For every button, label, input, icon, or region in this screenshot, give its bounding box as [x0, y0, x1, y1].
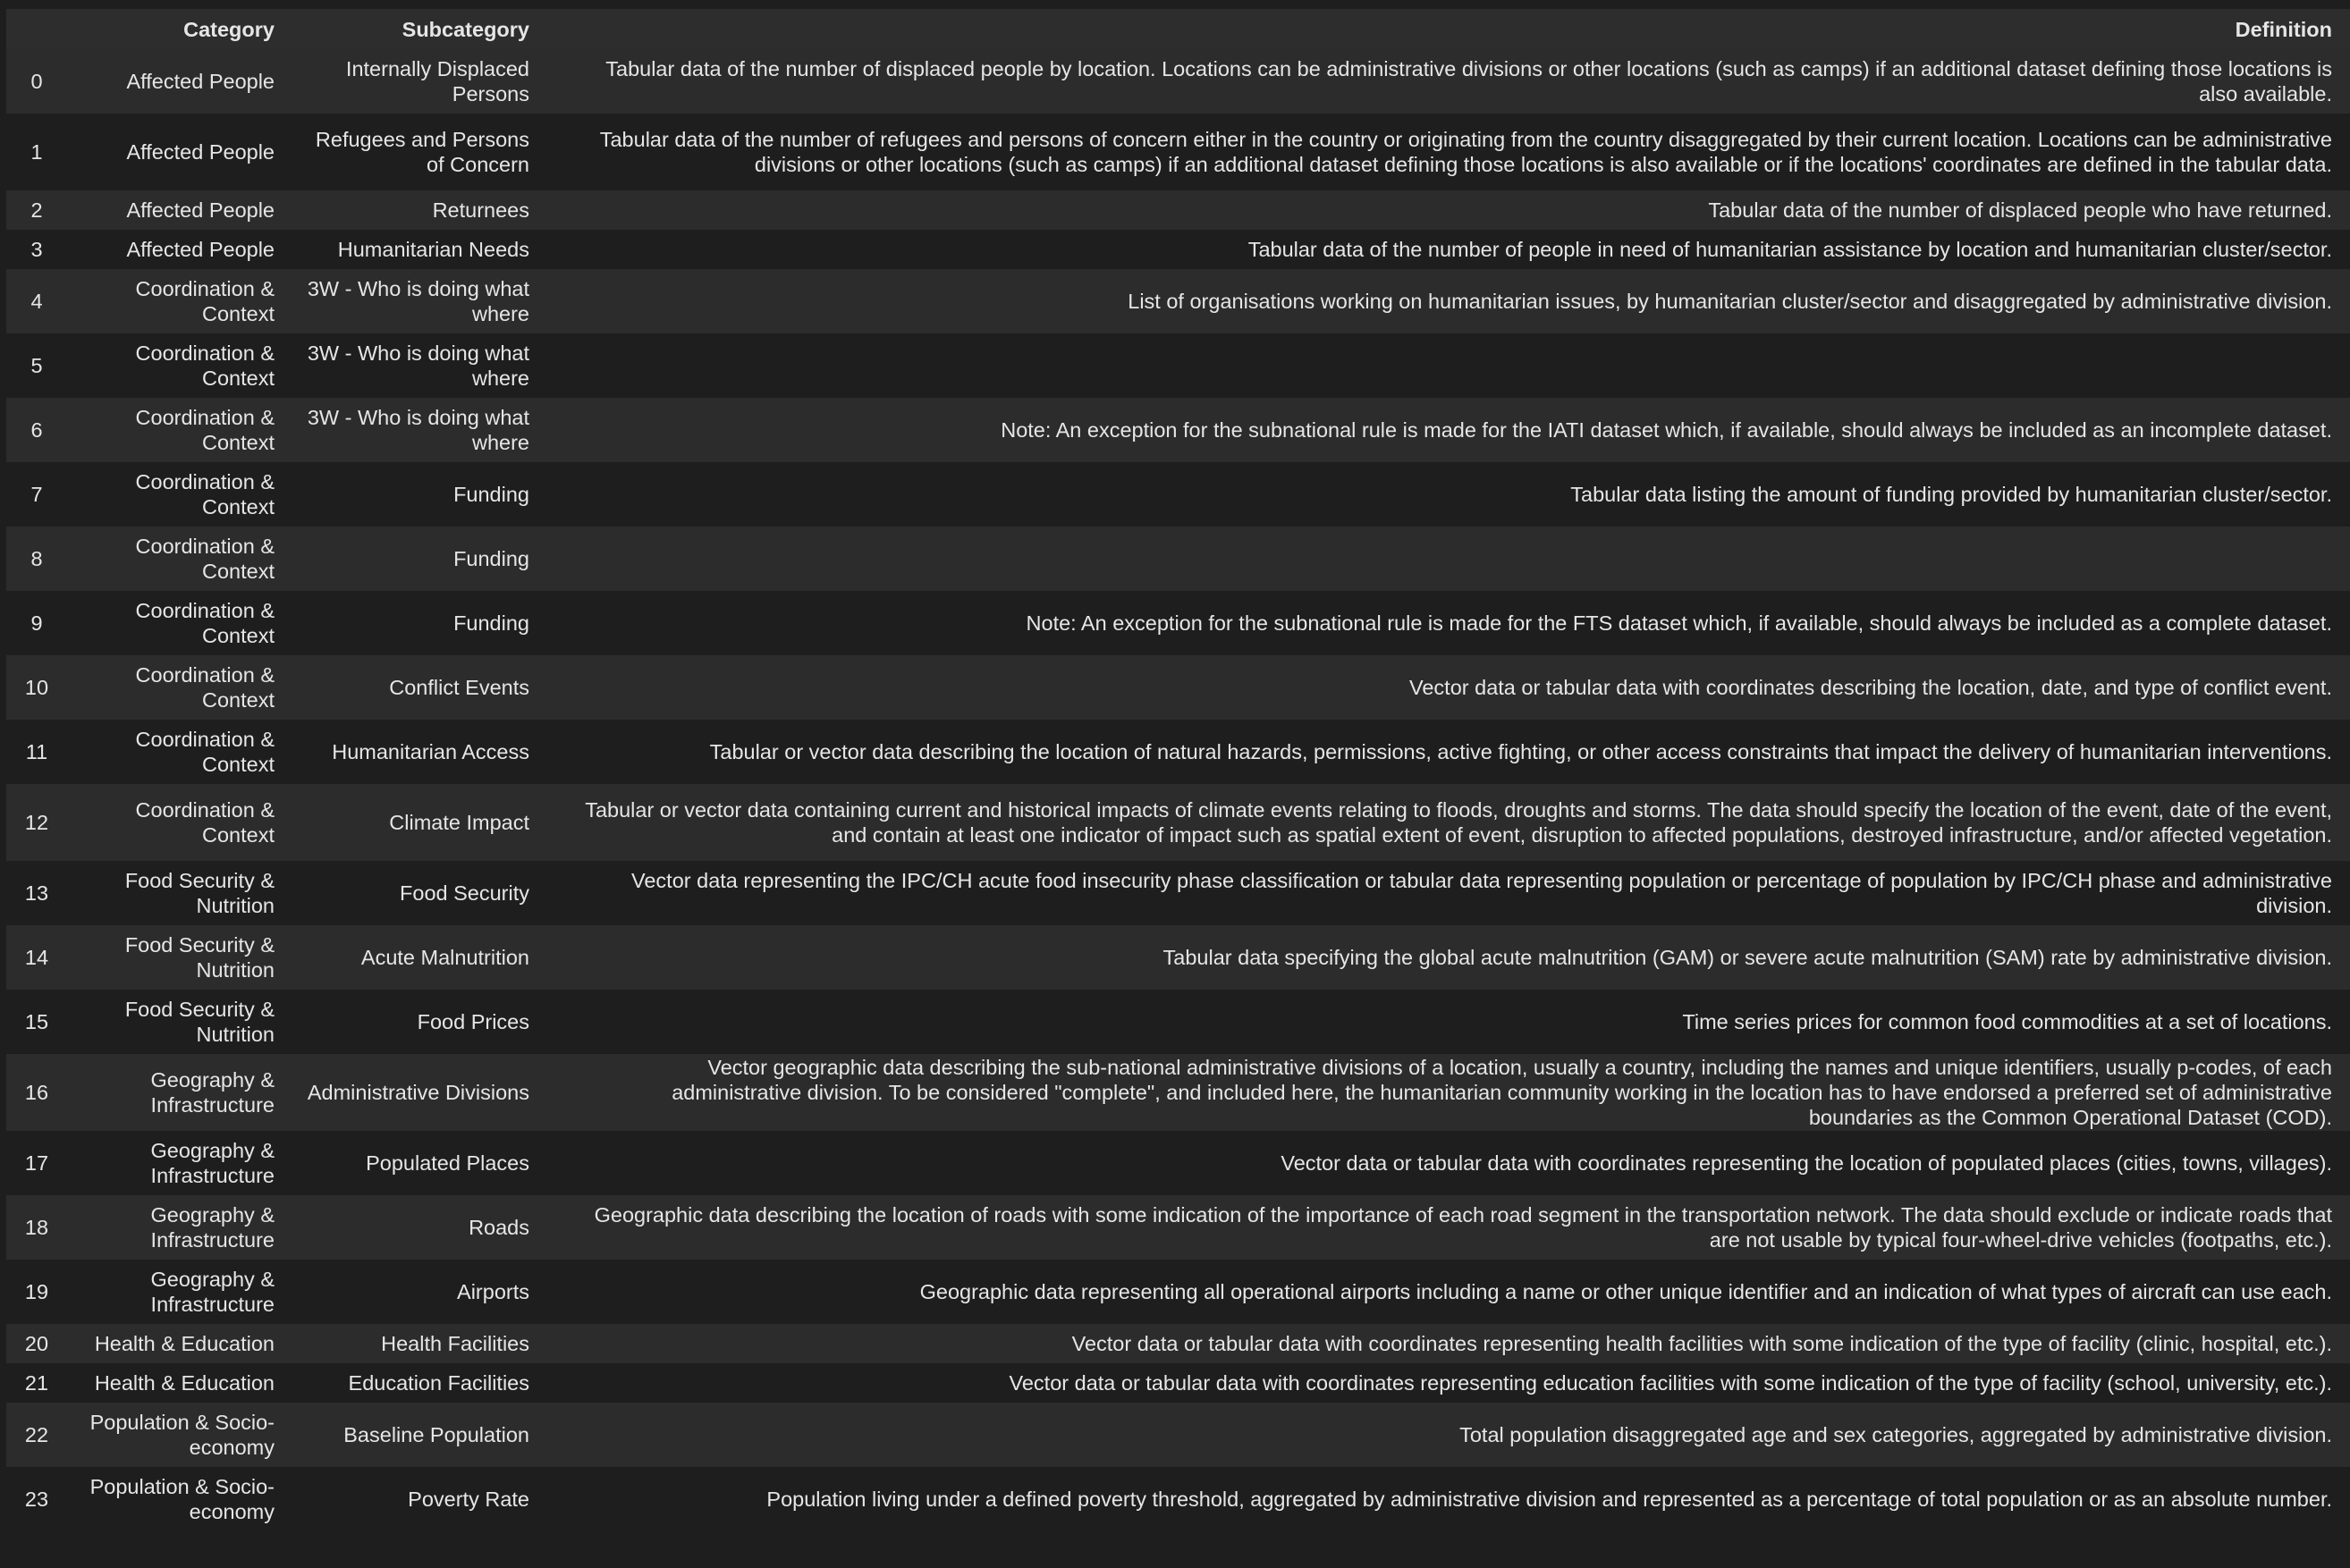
subcategory-cell: Poverty Rate — [292, 1467, 547, 1531]
category-cell: Affected People — [67, 190, 292, 230]
subcategory-cell: Humanitarian Access — [292, 720, 547, 784]
row-index: 8 — [6, 527, 67, 591]
row-index: 3 — [6, 230, 67, 269]
table-row — [6, 230, 2350, 269]
subcategory-cell: Internally Displaced Persons — [292, 49, 547, 114]
row-index: 2 — [6, 190, 67, 230]
table-row — [6, 784, 2350, 861]
row-index: 9 — [6, 591, 67, 655]
table-row — [6, 925, 2350, 990]
definition-cell: Tabular or vector data containing current and historical impacts of climate events relating to floods, droughts and storms. The data should specify the location of the event, date of the event, and contain at least one indicator of impact such as spatial extent of event, disruption to affected populations, destroyed infrastructure, and/or affected vegetation. — [547, 784, 2350, 861]
subcategory-cell: Funding — [292, 591, 547, 655]
table-row — [6, 1324, 2350, 1363]
definition-header: Definition — [547, 9, 2350, 49]
table-row — [6, 190, 2350, 230]
subcategory-cell: Humanitarian Needs — [292, 230, 547, 269]
definition-cell: Note: An exception for the subnational rule is made for the IATI dataset which, if available, should always be included as an incomplete dataset. — [547, 398, 2350, 462]
index-header — [6, 9, 67, 49]
row-index: 11 — [6, 720, 67, 784]
subcategory-cell: Conflict Events — [292, 655, 547, 720]
definition-cell: Tabular data of the number of displaced people who have returned. — [547, 190, 2350, 230]
category-cell: Geography & Infrastructure — [67, 1260, 292, 1324]
definition-cell: Tabular data of the number of displaced people by location. Locations can be administrative divisions or other locations (such as camps) if an additional dataset defining those locations is also available. — [547, 49, 2350, 114]
category-header: Category — [67, 9, 292, 49]
category-cell: Coordination & Context — [67, 527, 292, 591]
table-row — [6, 1363, 2350, 1403]
row-index: 4 — [6, 269, 67, 333]
row-index: 5 — [6, 333, 67, 398]
definition-cell: Vector data or tabular data with coordinates describing the location, date, and type of conflict event. — [547, 655, 2350, 720]
category-cell: Coordination & Context — [67, 398, 292, 462]
category-cell: Coordination & Context — [67, 333, 292, 398]
row-index: 12 — [6, 784, 67, 861]
category-cell: Affected People — [67, 114, 292, 190]
definition-cell: Vector data representing the IPC/CH acute food insecurity phase classification or tabular data representing population or percentage of population by IPC/CH phase and administrative division. — [547, 861, 2350, 925]
category-cell: Food Security & Nutrition — [67, 925, 292, 990]
table-row — [6, 1467, 2350, 1531]
subcategory-cell: Funding — [292, 462, 547, 527]
definition-cell: Vector data or tabular data with coordinates representing the location of populated places (cities, towns, villages). — [547, 1131, 2350, 1195]
row-index: 15 — [6, 990, 67, 1054]
table-row — [6, 114, 2350, 190]
subcategory-cell: 3W - Who is doing what where — [292, 269, 547, 333]
category-cell: Population & Socio-economy — [67, 1467, 292, 1531]
subcategory-cell: Acute Malnutrition — [292, 925, 547, 990]
table-row — [6, 269, 2350, 333]
definition-cell: Tabular data listing the amount of funding provided by humanitarian cluster/sector. — [547, 462, 2350, 527]
subcategory-cell: Populated Places — [292, 1131, 547, 1195]
row-index: 1 — [6, 114, 67, 190]
dataframe-table — [6, 9, 2350, 1531]
subcategory-cell: Food Prices — [292, 990, 547, 1054]
table-row — [6, 861, 2350, 925]
category-cell: Population & Socio-economy — [67, 1403, 292, 1467]
definition-cell: Tabular data specifying the global acute malnutrition (GAM) or severe acute malnutrition (SAM) rate by administrative division. — [547, 925, 2350, 990]
category-cell: Coordination & Context — [67, 784, 292, 861]
definition-cell: Tabular or vector data describing the location of natural hazards, permissions, active fighting, or other access constraints that impact the delivery of humanitarian interventions. — [547, 720, 2350, 784]
category-cell: Coordination & Context — [67, 655, 292, 720]
subcategory-cell: Roads — [292, 1195, 547, 1260]
row-index: 17 — [6, 1131, 67, 1195]
row-index: 7 — [6, 462, 67, 527]
category-cell: Food Security & Nutrition — [67, 861, 292, 925]
table-row — [6, 1054, 2350, 1131]
row-index: 16 — [6, 1054, 67, 1131]
category-cell: Coordination & Context — [67, 462, 292, 527]
definition-cell: Geographic data representing all operational airports including a name or other unique identifier and an indication of what types of aircraft can use each. — [547, 1260, 2350, 1324]
subcategory-cell: Food Security — [292, 861, 547, 925]
subcategory-cell: Baseline Population — [292, 1403, 547, 1467]
table-row — [6, 655, 2350, 720]
subcategory-cell: Returnees — [292, 190, 547, 230]
definition-cell: Tabular data of the number of refugees and persons of concern either in the country or originating from the country disaggregated by their current location. Locations can be administrative divisions or other locations (such as camps) if an additional dataset defining those locations is also available or if the locations' coordinates are defined in the tabular data. — [547, 114, 2350, 190]
definition-cell: Vector data or tabular data with coordinates representing education facilities with some indication of the type of facility (school, university, etc.). — [547, 1363, 2350, 1403]
header-row — [6, 9, 2350, 49]
category-cell: Affected People — [67, 230, 292, 269]
row-index: 13 — [6, 861, 67, 925]
row-index: 23 — [6, 1467, 67, 1531]
subcategory-cell: Climate Impact — [292, 784, 547, 861]
table-row — [6, 720, 2350, 784]
row-index: 0 — [6, 49, 67, 114]
table-row — [6, 591, 2350, 655]
definition-cell: Population living under a defined poverty threshold, aggregated by administrative division and represented as a percentage of total population or as an absolute number. — [547, 1467, 2350, 1531]
category-cell: Health & Education — [67, 1363, 292, 1403]
row-index: 6 — [6, 398, 67, 462]
row-index: 19 — [6, 1260, 67, 1324]
row-index: 18 — [6, 1195, 67, 1260]
table-row — [6, 49, 2350, 114]
definition-cell — [547, 527, 2350, 591]
subcategory-cell: Administrative Divisions — [292, 1054, 547, 1131]
definition-cell: Geographic data describing the location of roads with some indication of the importance of each road segment in the transportation network. The data should exclude or indicate roads that are not usable by typical four-wheel-drive vehicles (footpaths, etc.). — [547, 1195, 2350, 1260]
subcategory-cell: Education Facilities — [292, 1363, 547, 1403]
category-cell: Coordination & Context — [67, 591, 292, 655]
definition-cell: Vector geographic data describing the sub-national administrative divisions of a location, usually a country, including the names and unique identifiers, usually p-codes, of each administrative division. To be considered "complete", and included here, the humanitarian community working in the location has to have endorsed a preferred set of administrative boundaries as the Common Operational Dataset (COD). — [547, 1054, 2350, 1131]
table-row — [6, 462, 2350, 527]
table-row — [6, 333, 2350, 398]
table-row — [6, 1403, 2350, 1467]
definition-cell: Tabular data of the number of people in need of humanitarian assistance by location and humanitarian cluster/sector. — [547, 230, 2350, 269]
category-cell: Coordination & Context — [67, 269, 292, 333]
definition-cell: Vector data or tabular data with coordinates representing health facilities with some indication of the type of facility (clinic, hospital, etc.). — [547, 1324, 2350, 1363]
category-cell: Coordination & Context — [67, 720, 292, 784]
category-cell: Geography & Infrastructure — [67, 1054, 292, 1131]
definition-cell: List of organisations working on humanitarian issues, by humanitarian cluster/sector and disaggregated by administrative division. — [547, 269, 2350, 333]
category-cell: Geography & Infrastructure — [67, 1131, 292, 1195]
row-index: 14 — [6, 925, 67, 990]
row-index: 20 — [6, 1324, 67, 1363]
subcategory-cell: Funding — [292, 527, 547, 591]
definition-cell: Time series prices for common food commodities at a set of locations. — [547, 990, 2350, 1054]
row-index: 21 — [6, 1363, 67, 1403]
row-index: 10 — [6, 655, 67, 720]
subcategory-cell: Health Facilities — [292, 1324, 547, 1363]
table-row — [6, 1260, 2350, 1324]
table-row — [6, 398, 2350, 462]
subcategory-cell: 3W - Who is doing what where — [292, 398, 547, 462]
category-cell: Geography & Infrastructure — [67, 1195, 292, 1260]
subcategory-header: Subcategory — [292, 9, 547, 49]
category-cell: Food Security & Nutrition — [67, 990, 292, 1054]
subcategory-cell: Airports — [292, 1260, 547, 1324]
category-cell: Affected People — [67, 49, 292, 114]
table-row — [6, 1195, 2350, 1260]
table-row — [6, 527, 2350, 591]
subcategory-cell: Refugees and Persons of Concern — [292, 114, 547, 190]
table-row — [6, 1131, 2350, 1195]
subcategory-cell: 3W - Who is doing what where — [292, 333, 547, 398]
definition-cell — [547, 333, 2350, 398]
dataframe-output — [6, 9, 2350, 1531]
table-row — [6, 990, 2350, 1054]
definition-cell: Note: An exception for the subnational rule is made for the FTS dataset which, if available, should always be included as a complete dataset. — [547, 591, 2350, 655]
definition-cell: Total population disaggregated age and sex categories, aggregated by administrative division. — [547, 1403, 2350, 1467]
category-cell: Health & Education — [67, 1324, 292, 1363]
row-index: 22 — [6, 1403, 67, 1467]
